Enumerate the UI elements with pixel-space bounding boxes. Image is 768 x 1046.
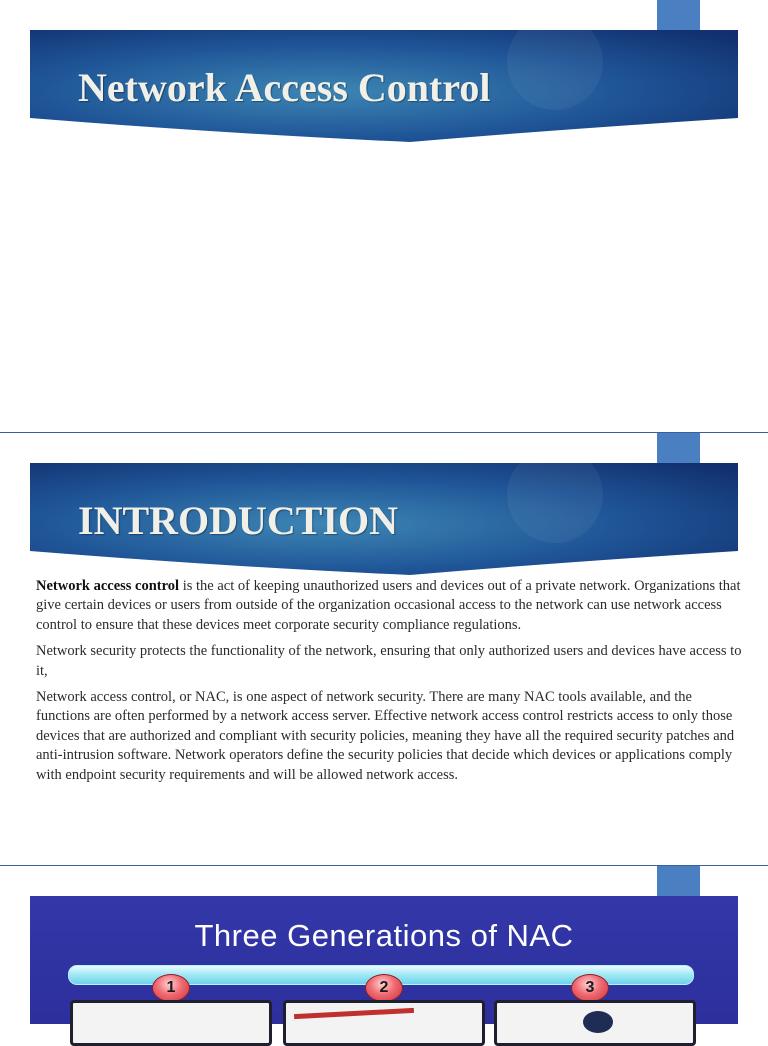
nac-generations-slide <box>0 866 768 1024</box>
generation-badge-1: 1 <box>152 974 190 1002</box>
generation-card-3 <box>494 1000 696 1046</box>
slide-title: INTRODUCTION <box>78 498 399 543</box>
accent-square <box>657 866 700 896</box>
nac-panel <box>30 896 738 1024</box>
introduction-body <box>36 577 748 792</box>
generation-badge-3: 3 <box>571 974 609 1002</box>
slide-title: Three Generations of NAC <box>194 918 574 953</box>
introduction-slide <box>0 433 768 865</box>
generation-card-1 <box>70 1000 272 1046</box>
generation-badge-2: 2 <box>365 974 403 1002</box>
title-slide <box>0 0 768 432</box>
title-banner <box>30 463 738 577</box>
paragraph-1 <box>36 577 748 635</box>
paragraph-2: Network security protects the functionality of the network, ensuring that only authorized users and devices have access to it, <box>36 643 742 679</box>
generation-card-2 <box>283 1000 485 1046</box>
paragraph-3: Network access control, or NAC, is one aspect of network security. There are many NAC tools available, and the functions are often performed by a network access server. Effective network access control restricts access to only those devices that are authorized and compliant with security policies, meaning they have all the required security patches and anti-intrusion software. Network operators define the security policies that decide which devices or applications comply with endpoint security requirements and will be allowed network access. <box>36 689 735 783</box>
card-image <box>294 1008 414 1019</box>
term-bold: Network access control <box>36 578 180 594</box>
title-banner <box>30 30 738 144</box>
slide-title: Network Access Control <box>78 65 491 110</box>
card-image <box>583 1011 613 1033</box>
paragraph-1-text: is the act of keeping unauthorized users and devices out of a private network. Organizations that give certain devices or users from outside of the organization occasional access to the network can use network access control to ensure that these devices meet corporate security compliance regulations. <box>36 578 741 633</box>
